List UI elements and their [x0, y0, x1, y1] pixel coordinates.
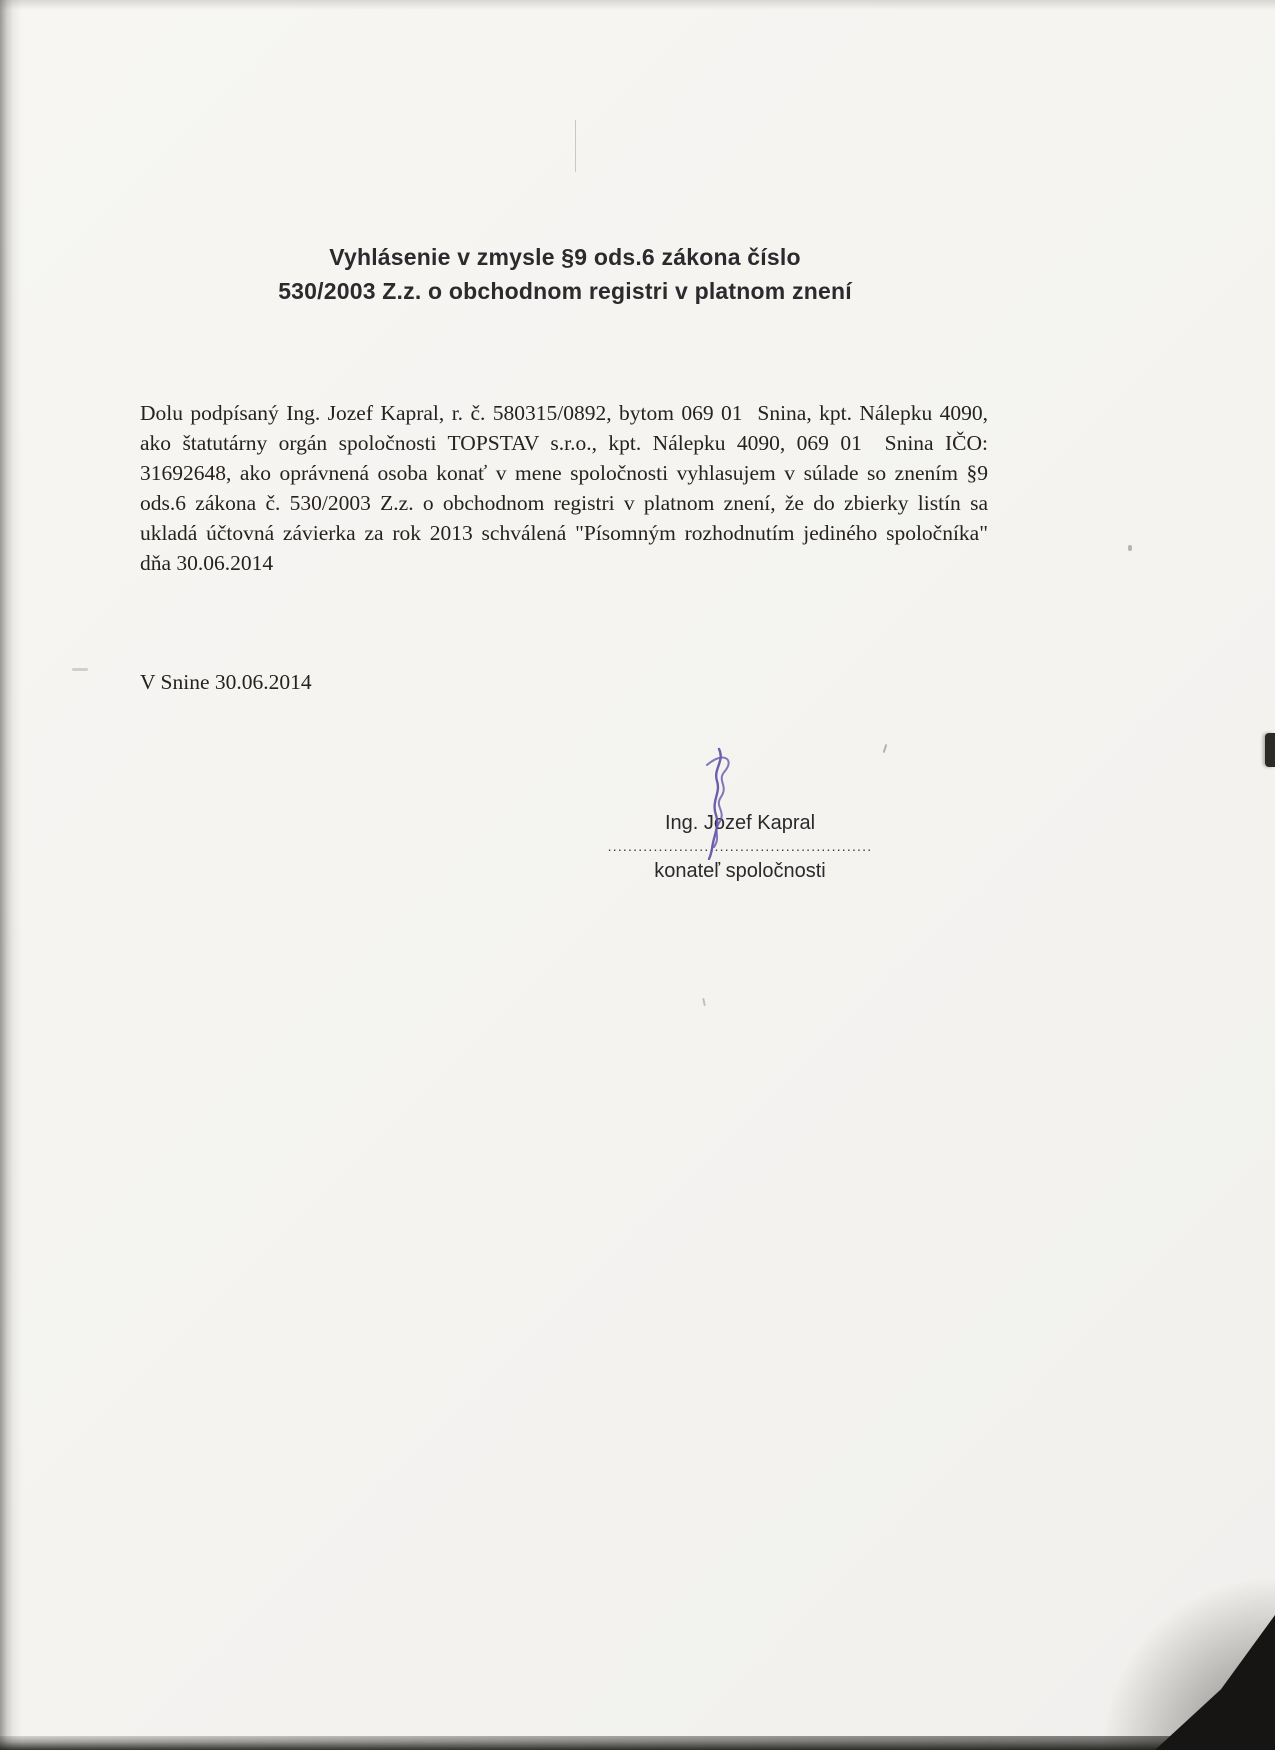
scan-shadow-left [0, 0, 22, 1750]
signature-dotted-line: .................................................... [607, 839, 873, 853]
document-title [190, 240, 940, 308]
scan-shadow-top [0, 0, 1275, 10]
place-date-line: V Snine 30.06.2014 [140, 670, 312, 694]
signatory-role: konateľ spoločnosti [654, 860, 826, 882]
title-line-2: 530/2003 Z.z. o obchodnom registri v platnom znení [278, 278, 852, 304]
signatory-name: Ing. Jozef Kapral [664, 812, 816, 834]
scan-speck [883, 744, 888, 753]
title-line-1: Vyhlásenie v zmysle §9 ods.6 zákona číslo [329, 244, 801, 270]
scan-mark-right-edge [1265, 733, 1275, 767]
scan-stain-bottom-right-soft [1105, 1570, 1275, 1750]
scan-speck [1128, 545, 1132, 551]
declaration-paragraph: Dolu podpísaný Ing. Jozef Kapral, r. č. 580315/0892, bytom 069 01 Snina, kpt. Nálepku 4090, ako štatutárny orgán spoločnosti TOPSTAV s.r.o., kpt. Nálepku 4090, 069 01 Snina IČO: 31692648, ako oprávnená osoba konať v mene spoločnosti vyhlasujem v súlade so znením §9 ods.6 zákona č. 530/2003 Z.z. o obchodnom registri v platnom znení, že do zbierky listín sa ukladá účtovná závierka za rok 2013 schválená "Písomným rozhodnutím jediného spoločníka" dňa 30.06.2014 [140, 401, 994, 575]
handwritten-signature-icon [683, 745, 753, 860]
scan-fold-line [575, 120, 576, 172]
scan-stain-bottom-right [1155, 1615, 1275, 1750]
scan-speck [702, 998, 706, 1006]
scan-speck [72, 668, 88, 671]
scan-shadow-bottom [0, 1736, 1275, 1750]
